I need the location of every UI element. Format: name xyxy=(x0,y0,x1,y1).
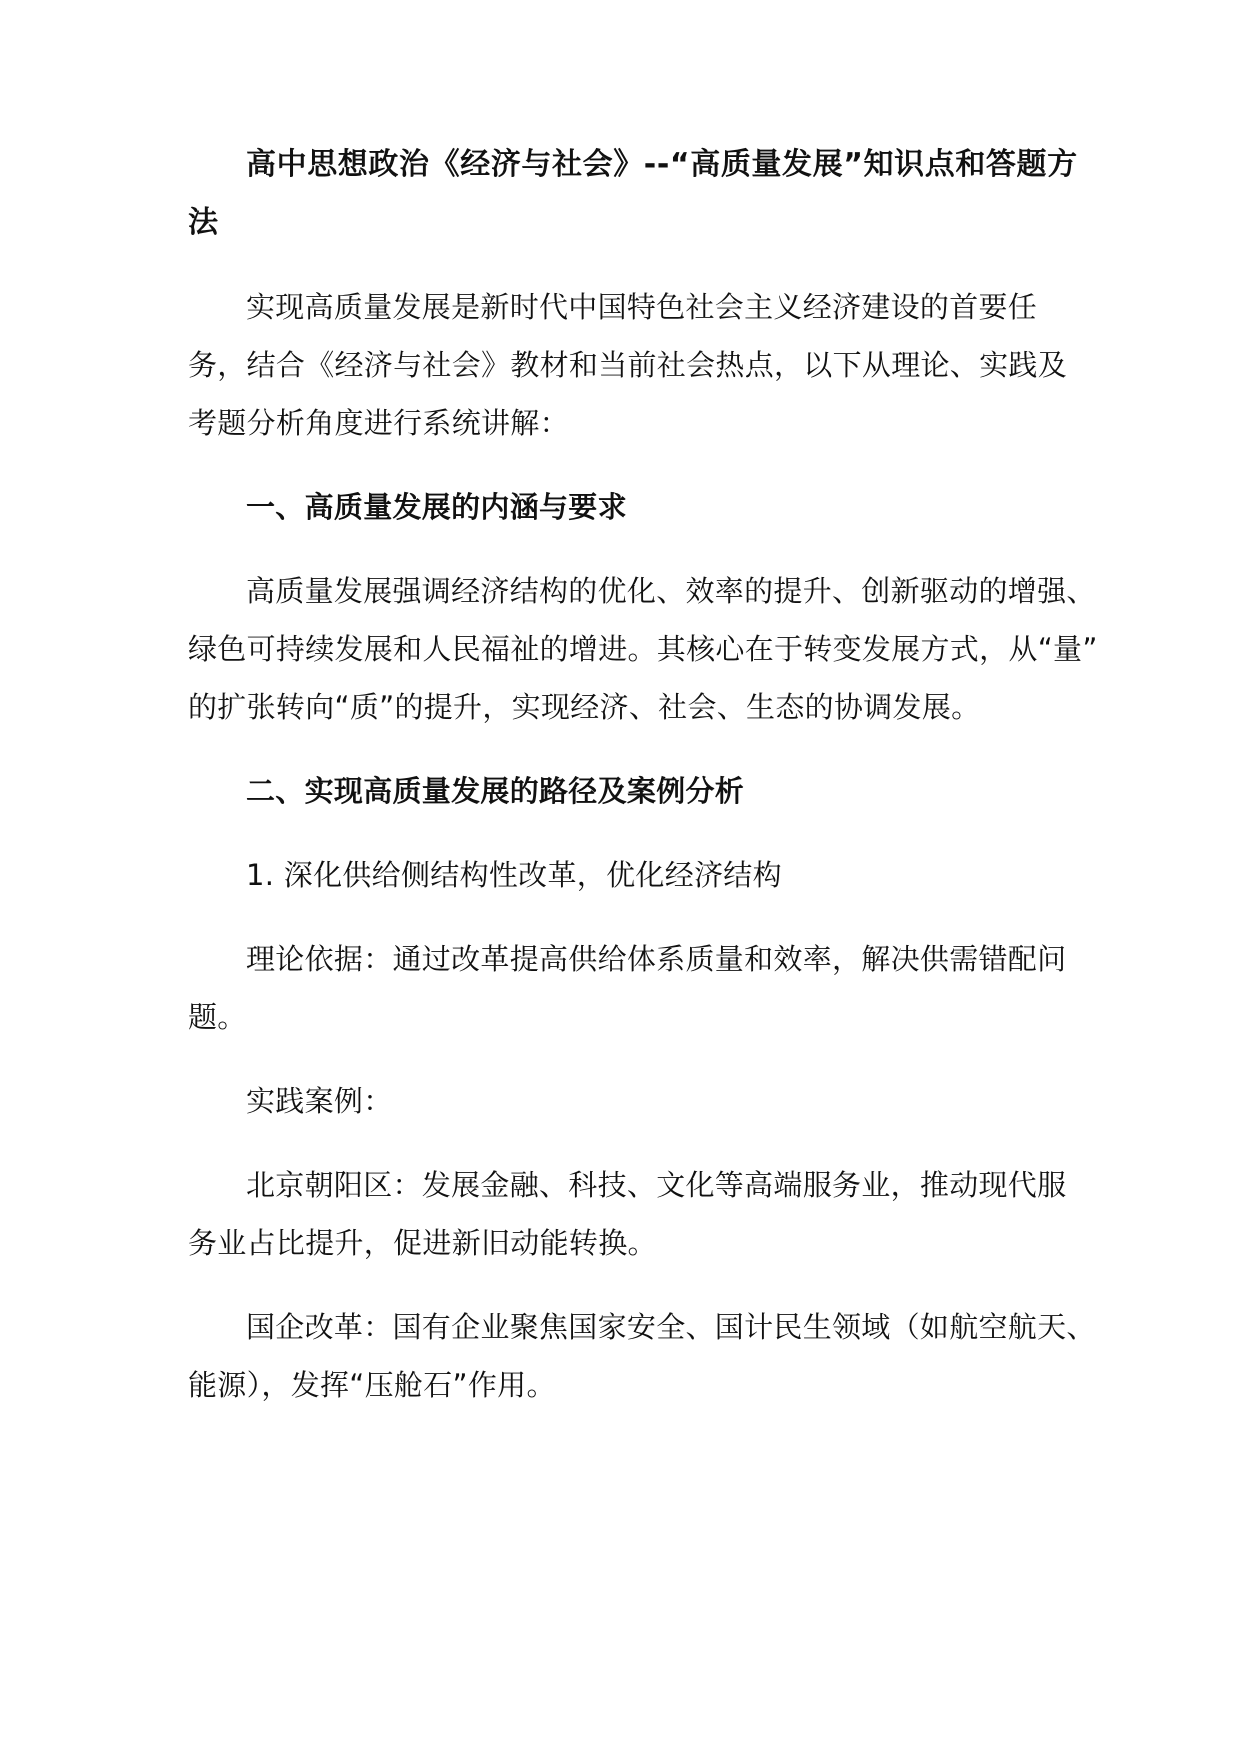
section1-para-line-3: 的扩张转向“质”的提升，实现经济、社会、生态的协调发展。 xyxy=(188,690,981,724)
section1-para-line-2: 绿色可持续发展和人民福祉的增进。其核心在于转变发展方式，从“量” xyxy=(188,632,1098,666)
document-title-line-1: 高中思想政治《经济与社会》--“高质量发展”知识点和答题方 xyxy=(246,147,1078,182)
intro-line-1: 实现高质量发展是新时代中国特色社会主义经济建设的首要任 xyxy=(246,290,1038,324)
document-title-line-2: 法 xyxy=(188,205,219,240)
item1-heading: 1. 深化供给侧结构性改革，优化经济结构 xyxy=(246,858,782,892)
section2-heading: 二、实现高质量发展的路径及案例分析 xyxy=(246,774,745,808)
case2-line-2: 能源），发挥“压舱石”作用。 xyxy=(188,1368,556,1402)
section1-para-line-1: 高质量发展强调经济结构的优化、效率的提升、创新驱动的增强、 xyxy=(246,574,1096,608)
case2-line-1: 国企改革：国有企业聚焦国家安全、国计民生领域（如航空航天、 xyxy=(246,1310,1096,1344)
section1-heading: 一、高质量发展的内涵与要求 xyxy=(246,490,627,524)
case1-line-2: 务业占比提升，促进新旧动能转换。 xyxy=(188,1226,657,1260)
case1-line-1: 北京朝阳区：发展金融、科技、文化等高端服务业，推动现代服 xyxy=(246,1168,1067,1202)
theory-line-2: 题。 xyxy=(188,1000,247,1034)
cases-label: 实践案例： xyxy=(246,1084,393,1118)
intro-line-3: 考题分析角度进行系统讲解： xyxy=(188,406,569,440)
theory-line-1: 理论依据：通过改革提高供给体系质量和效率，解决供需错配问 xyxy=(246,942,1067,976)
intro-line-2: 务，结合《经济与社会》教材和当前社会热点，以下从理论、实践及 xyxy=(188,348,1068,382)
